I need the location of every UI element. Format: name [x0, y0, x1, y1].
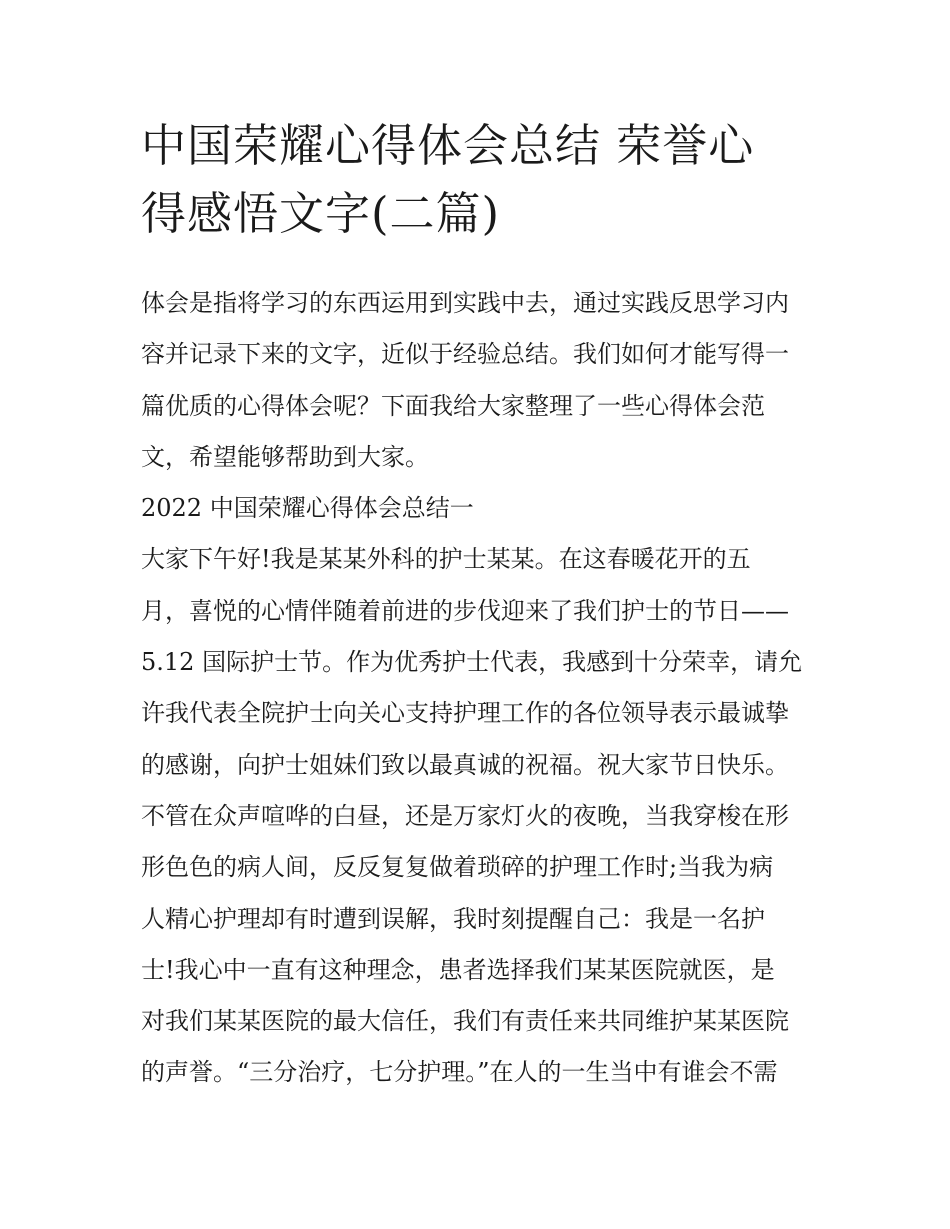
body-text-line: 5.12 国际护士节。作为优秀护士代表，我感到十分荣幸，请允 — [141, 648, 803, 677]
body-text-line: 的感谢，向护士姐妹们致以最真诚的祝福。祝大家节日快乐。 — [141, 750, 789, 779]
body-text-line: 形色色的病人间，反反复复做着琐碎的护理工作时;当我为病 — [141, 853, 774, 882]
title-line: 中国荣耀心得体会总结 荣誉心 — [141, 119, 755, 172]
body-text-line: 士!我心中一直有这种理念，患者选择我们某某医院就医，是 — [141, 955, 775, 984]
body-text-line: 许我代表全院护士向关心支持护理工作的各位领导表示最诚挚 — [141, 699, 789, 728]
body-text-line: 不管在众声喧哗的白昼，还是万家灯火的夜晚，当我穿梭在形 — [141, 801, 789, 830]
document-title — [141, 112, 821, 248]
intro-text-line: 体会是指将学习的东西运用到实践中去，通过实践反思学习内 — [141, 289, 789, 317]
body-text-line: 月，喜悦的心情伴随着前进的步伐迎来了我们护士的节日—— — [141, 596, 789, 625]
document-body — [141, 278, 821, 1099]
body-text-line: 大家下午好!我是某某外科的护士某某。在这春暖花开的五 — [141, 545, 751, 574]
body-text-line: 人精心护理却有时遭到误解，我时刻提醒自己：我是一名护 — [141, 904, 765, 933]
intro-text-line: 容并记录下来的文字，近似于经验总结。我们如何才能写得一 — [141, 340, 789, 369]
intro-text-line: 文，希望能够帮助到大家。 — [141, 442, 429, 471]
body-text-line: 的声誉。“三分治疗，七分护理。”在人的一生当中有谁会不需 — [141, 1058, 778, 1087]
section-heading: 2022 中国荣耀心得体会总结一 — [141, 494, 474, 523]
intro-text-line: 篇优质的心得体会呢？下面我给大家整理了一些心得体会范 — [141, 391, 765, 420]
body-text-line: 对我们某某医院的最大信任，我们有责任来共同维护某某医院 — [141, 1007, 789, 1036]
title-line: 得感悟文字(二篇) — [141, 187, 501, 240]
